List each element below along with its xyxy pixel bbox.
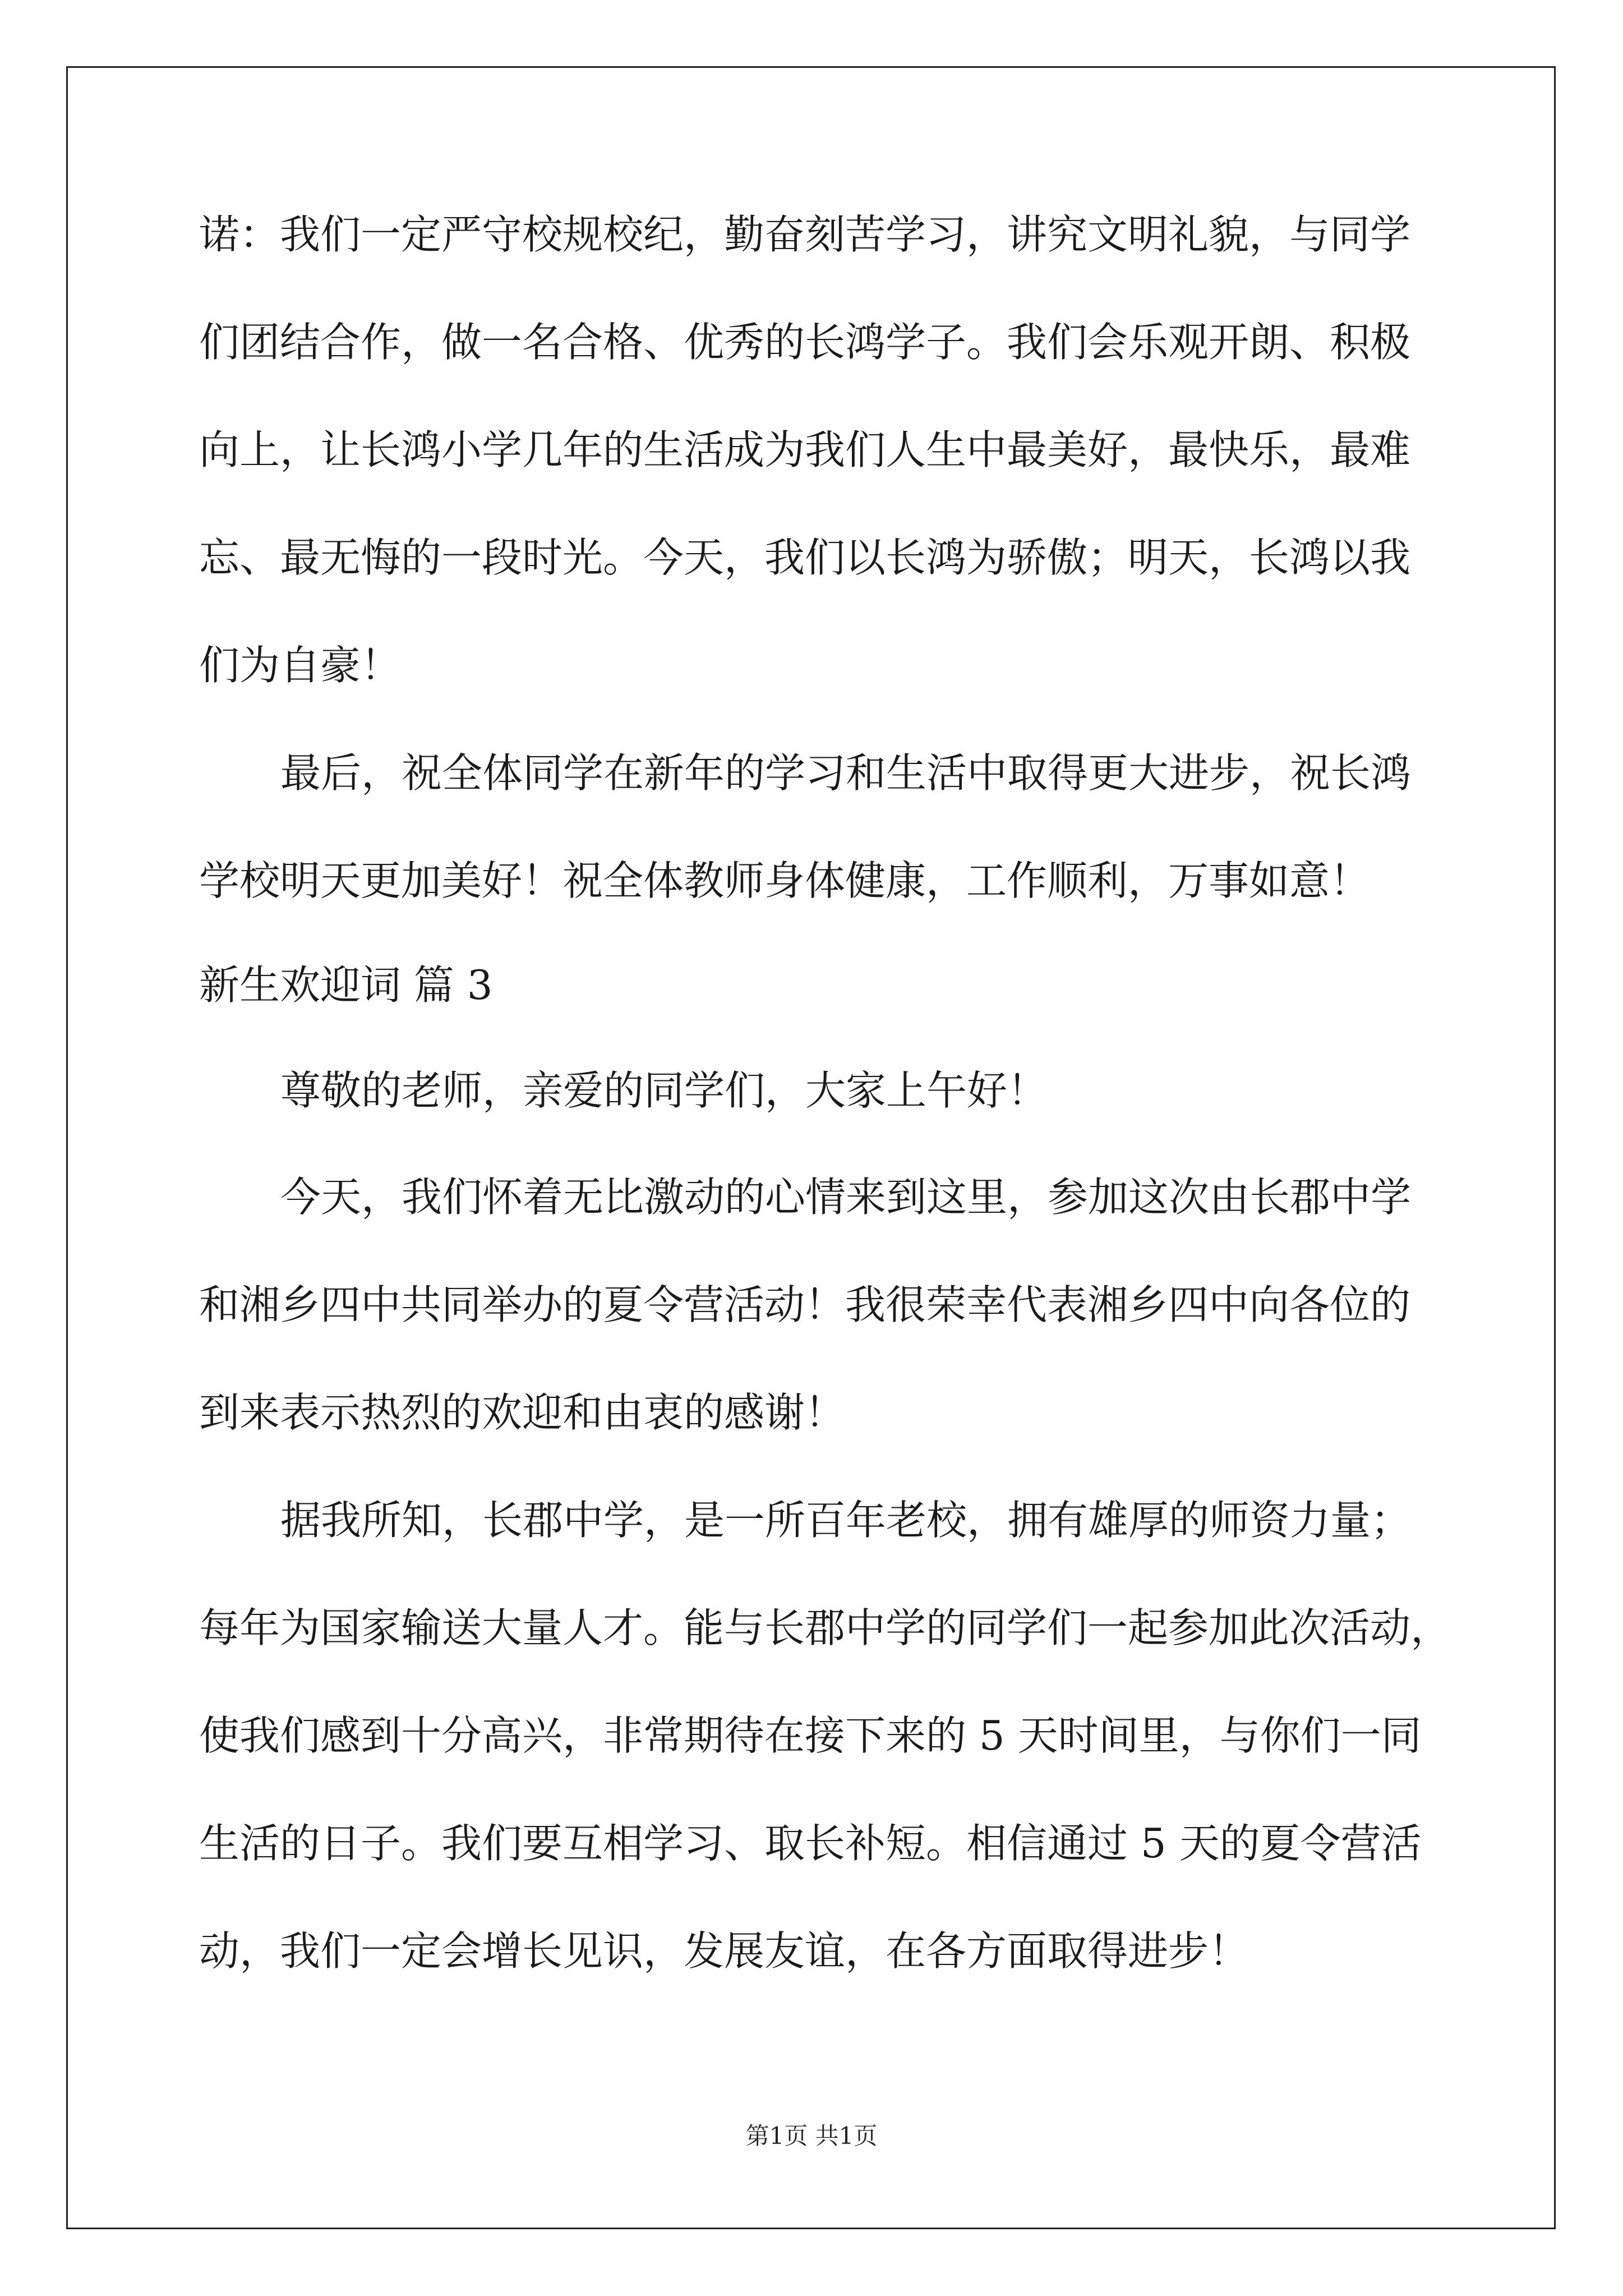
page-border [66,66,1556,2229]
paragraph-line: 们为自豪！ [199,642,402,689]
page-number-footer: 第1页 共1页 [745,2122,878,2150]
paragraph-line: 和湘乡四中共同举办的夏令营活动！我很荣幸代表湘乡四中向各位的 [199,1281,1411,1328]
section-heading: 新生欢迎词 篇 3 [199,961,493,1009]
paragraph-line: 向上，让长鸿小学几年的生活成为我们人生中最美好，最快乐，最难 [199,426,1411,473]
paragraph-line: 忘、最无悔的一段时光。今天，我们以长鸿为骄傲；明天，长鸿以我 [199,534,1411,581]
paragraph-line: 到来表示热烈的欢迎和由衷的感谢！ [199,1389,846,1436]
paragraph-line: 诺：我们一定严守校规校纪，勤奋刻苦学习，讲究文明礼貌，与同学 [199,211,1411,258]
paragraph-line: 生活的日子。我们要互相学习、取长补短。相信通过 5 天的夏令营活 [199,1820,1422,1867]
paragraph-line: 据我所知，长郡中学，是一所百年老校，拥有雄厚的师资力量； [280,1497,1412,1544]
paragraph-line: 使我们感到十分高兴，非常期待在接下来的 5 天时间里，与你们一同 [199,1712,1422,1759]
paragraph-line: 今天，我们怀着无比激动的心情来到这里，参加这次由长郡中学 [280,1174,1412,1221]
paragraph-line: 动，我们一定会增长见识，发展友谊，在各方面取得进步！ [199,1927,1249,1975]
paragraph-line: 尊敬的老师，亲爱的同学们，大家上午好！ [280,1067,1048,1114]
paragraph-line: 每年为国家输送大量人才。能与长郡中学的同学们一起参加此次活动， [199,1604,1451,1651]
paragraph-line: 最后，祝全体同学在新年的学习和生活中取得更大进步，祝长鸿 [280,749,1412,797]
paragraph-line: 学校明天更加美好！祝全体教师身体健康，工作顺利，万事如意！ [199,857,1371,904]
paragraph-line: 们团结合作，做一名合格、优秀的长鸿学子。我们会乐观开朗、积极 [199,319,1411,366]
